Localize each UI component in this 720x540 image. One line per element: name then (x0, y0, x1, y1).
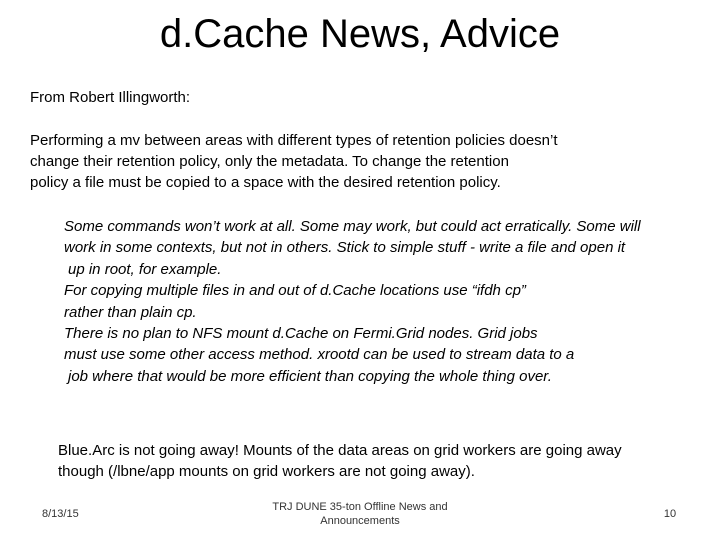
bluearc-note (58, 440, 713, 482)
advice-line: job where that would be more efficient than copying the whole thing over. (68, 367, 552, 385)
paragraph-line: Performing a mv between areas with different types of retention policies doesn’t (30, 132, 558, 149)
footer-title (255, 500, 465, 528)
slide-title: d.Cache News, Advice (159, 12, 561, 56)
footer-title-line: Announcements (320, 515, 400, 527)
advice-line: There is no plan to NFS mount d.Cache on Fermi.Grid nodes. Grid jobs (64, 325, 538, 343)
paragraph-line: policy a file must be copied to a space with the desired retention policy. (30, 174, 501, 191)
bluearc-line: though (/lbne/app mounts on grid workers are not going away). (58, 463, 475, 480)
retention-policy-paragraph (30, 130, 680, 193)
bluearc-line: Blue.Arc is not going away! Mounts of the data areas on grid workers are going away (58, 442, 622, 459)
footer-date: 8/13/15 (42, 508, 79, 520)
page-number: 10 (663, 508, 677, 520)
advice-line: rather than plain cp. (64, 303, 197, 321)
attribution-line: From Robert Illingworth: (30, 89, 191, 106)
advice-line: must use some other access method. xrootd can be used to stream data to a (64, 346, 575, 364)
footer-title-line: TRJ DUNE 35-ton Offline News and (272, 501, 448, 513)
paragraph-line: change their retention policy, only the metadata. To change the retention (30, 153, 509, 170)
advice-line: up in root, for example. (68, 260, 222, 278)
advice-line: work in some contexts, but not in others. Stick to simple stuff - write a file and open it (64, 239, 626, 257)
advice-line: For copying multiple files in and out of d.Cache locations use “ifdh cp” (64, 282, 526, 300)
advice-block (64, 216, 709, 387)
advice-line: Some commands won’t work at all. Some may work, but could act erratically. Some will (64, 218, 641, 235)
